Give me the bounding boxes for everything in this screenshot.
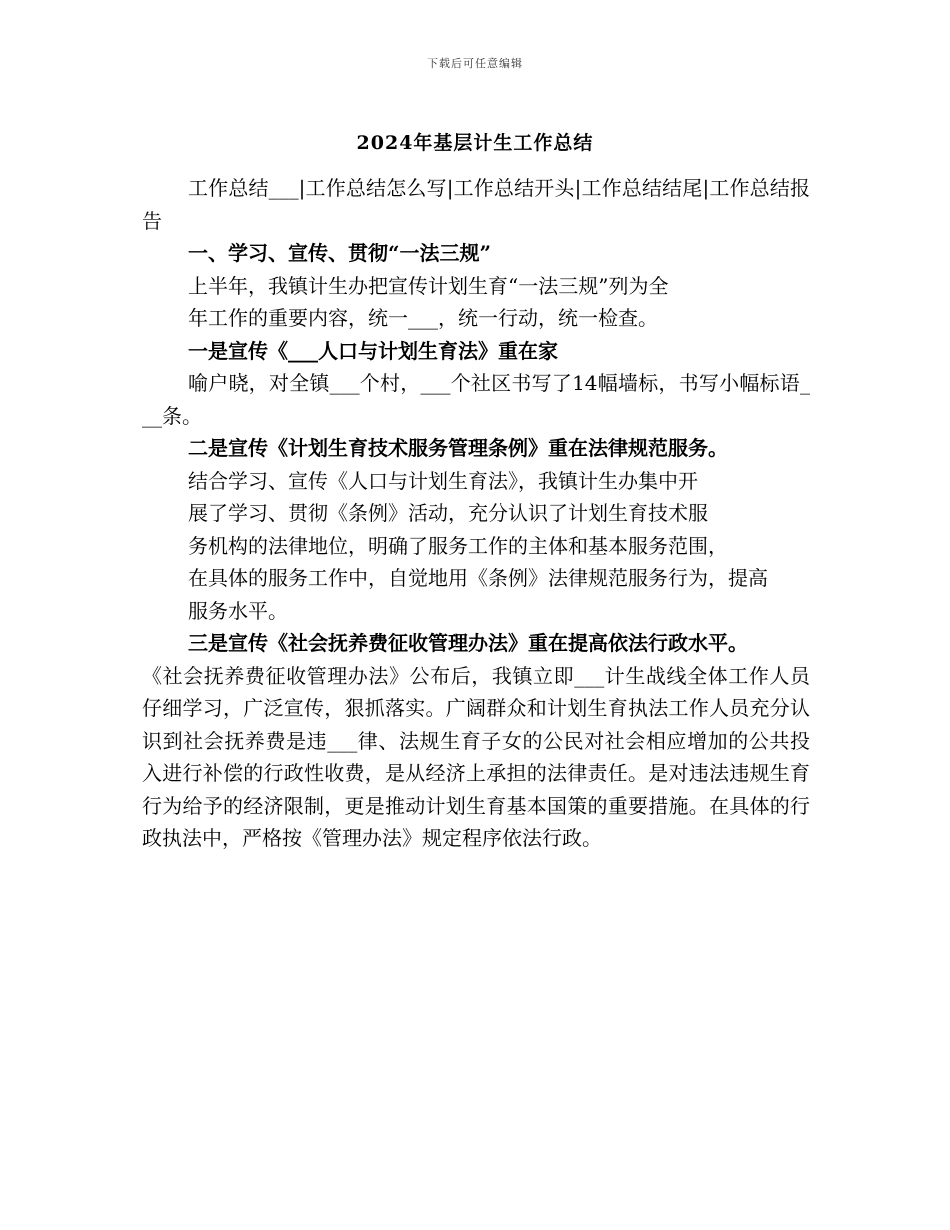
paragraph-line: 务机构的法律地位，明确了服务工作的主体和基本服务范围， bbox=[188, 533, 728, 558]
paragraph-line: 上半年，我镇计生办把宣传计划生育“一法三规”列为全 bbox=[188, 273, 669, 298]
document-body bbox=[142, 172, 810, 855]
paragraph-line: 年工作的重要内容，统一___，统一行动，统一检查。 bbox=[188, 306, 658, 330]
header-note: 下载后可任意编辑 bbox=[427, 57, 523, 70]
paragraph: 在具体的服务工作中，自觉地用《条例》法律规范服务行为，提高 bbox=[188, 566, 768, 590]
section-heading-1: 一、学习、宣传、贯彻“一法三规” bbox=[188, 241, 492, 265]
paragraph-line: 结合学习、宣传《人口与计划生育法》，我镇计生办集中开 bbox=[188, 468, 698, 493]
subheading-2: 二是宣传《计划生育技术服务管理条例》重在法律规范服务。 bbox=[188, 436, 728, 460]
document-title: 2024年基层计生工作总结 bbox=[356, 132, 594, 154]
paragraph-line: 服务水平。 bbox=[188, 598, 288, 623]
paragraph-line: 展了学习、贯彻《条例》活动，充分认识了计划生育技术服 bbox=[188, 501, 708, 525]
subheading-1: 一是宣传《___人口与计划生育法》重在家 bbox=[188, 338, 558, 363]
paragraph-tags: 工作总结___|工作总结怎么写|工作总结开头|工作总结结尾|工作总结报告 bbox=[142, 176, 810, 233]
paragraph: 《社会抚养费征收管理办法》公布后，我镇立即___计生战线全体工作人员仔细学习，广泛宣传，狠抓落实。广阔群众和计划生育执法工作人员充分认识到社会抚养费是违___律、法规生育子女的公民对社会相应增加的公共投入进行补偿的行政性收费，是从经济上承担的法律责任。是对违法违规生育行为给予的经济限制，更是推动计划生育基本国策的重要措施。在具体的行政执法中，严格按《管理办法》规定程序依法行政。 bbox=[142, 663, 810, 850]
subheading-3: 三是宣传《社会抚养费征收管理办法》重在提高依法行政水平。 bbox=[188, 631, 748, 655]
paragraph: 喻户晓，对全镇___个村，___个社区书写了14幅墙标，书写小幅标语___条。 bbox=[142, 371, 810, 428]
